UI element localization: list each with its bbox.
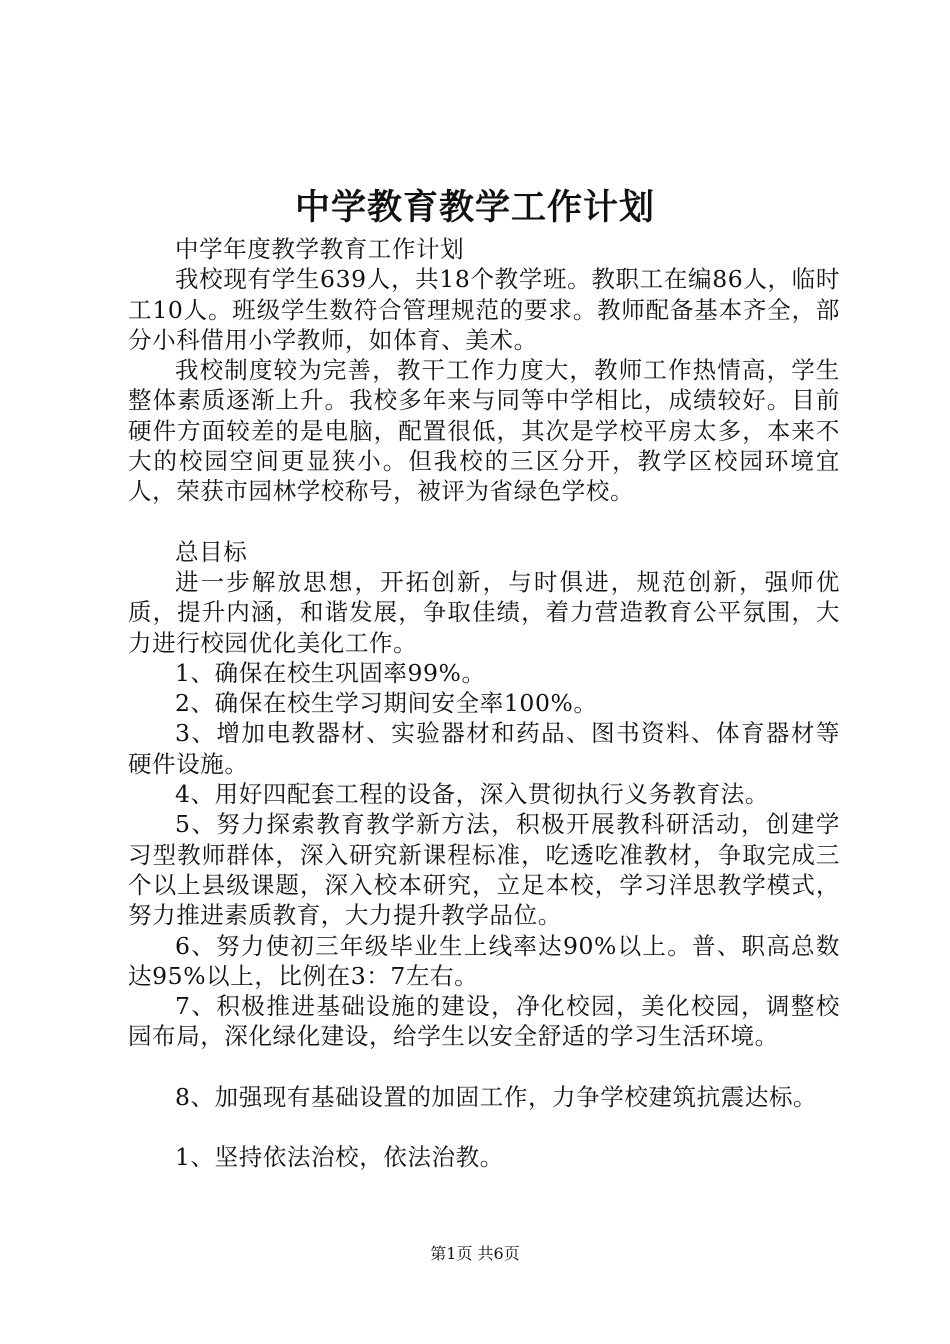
section-heading-goals: 总目标 [175, 537, 248, 566]
goal-item-1: 1、确保在校生巩固率99%。 [175, 658, 486, 687]
document-body [128, 234, 840, 1172]
goal-item-8: 8、加强现有基础设置的加固工作，力争学校建筑抗震达标。 [175, 1082, 818, 1111]
school-overview-paragraph: 我校现有学生639人，共18个教学班。教职工在编86人，临时工10人。班级学生数符合管理规范的要求。教师配备基本齐全，部分小科借用小学教师，如体育、美术。 [128, 265, 840, 354]
page-footer: 第1页 共6页 [430, 1244, 520, 1263]
document-title: 中学教育教学工作计划 [294, 188, 655, 228]
subtitle-paragraph: 中学年度教学教育工作计划 [175, 235, 465, 263]
goal-item-3: 3、增加电教器材、实验器材和药品、图书资料、体育器材等硬件设施。 [128, 719, 840, 778]
school-condition-paragraph: 我校制度较为完善，教干工作力度大，教师工作热情高，学生整体素质逐渐上升。我校多年来与同等中学相比，成绩较好。目前硬件方面较差的是电脑，配置很低，其次是学校平房太多，本来不大的校园空间更显狭小。但我校的三区分开，教学区校园环境宜人，荣获市园林学校称号，被评为省绿色学校。 [128, 356, 840, 506]
measure-item-1: 1、坚持依法治校，依法治教。 [175, 1143, 504, 1172]
spacer [128, 1112, 840, 1142]
goals-summary-paragraph: 进一步解放思想，开拓创新，与时俱进，规范创新，强师优质，提升内涵，和谐发展，争取佳绩，着力营造教育公平氛围，大力进行校园优化美化工作。 [128, 567, 840, 657]
goal-item-2: 2、确保在校生学习期间安全率100%。 [175, 689, 598, 718]
goal-item-4: 4、用好四配套工程的设备，深入贯彻执行义务教育法。 [175, 780, 769, 809]
goal-item-5: 5、努力探索教育教学新方法，积极开展教科研活动，创建学习型教师群体，深入研究新课程标准，吃透吃准教材，争取完成三个以上县级课题，深入校本研究，立足本校，学习洋思教学模式，努力推进素质教育，大力提升教学品位。 [128, 810, 840, 930]
goal-item-6: 6、努力使初三年级毕业生上线率达90%以上。普、职高总数达95%以上，比例在3：7左右。 [128, 931, 840, 990]
goal-item-7: 7、积极推进基础设施的建设，净化校园，美化校园，调整校园布局，深化绿化建设，给学生以安全舒适的学习生活环境。 [128, 992, 840, 1051]
spacer [128, 1052, 840, 1082]
spacer [128, 507, 840, 537]
